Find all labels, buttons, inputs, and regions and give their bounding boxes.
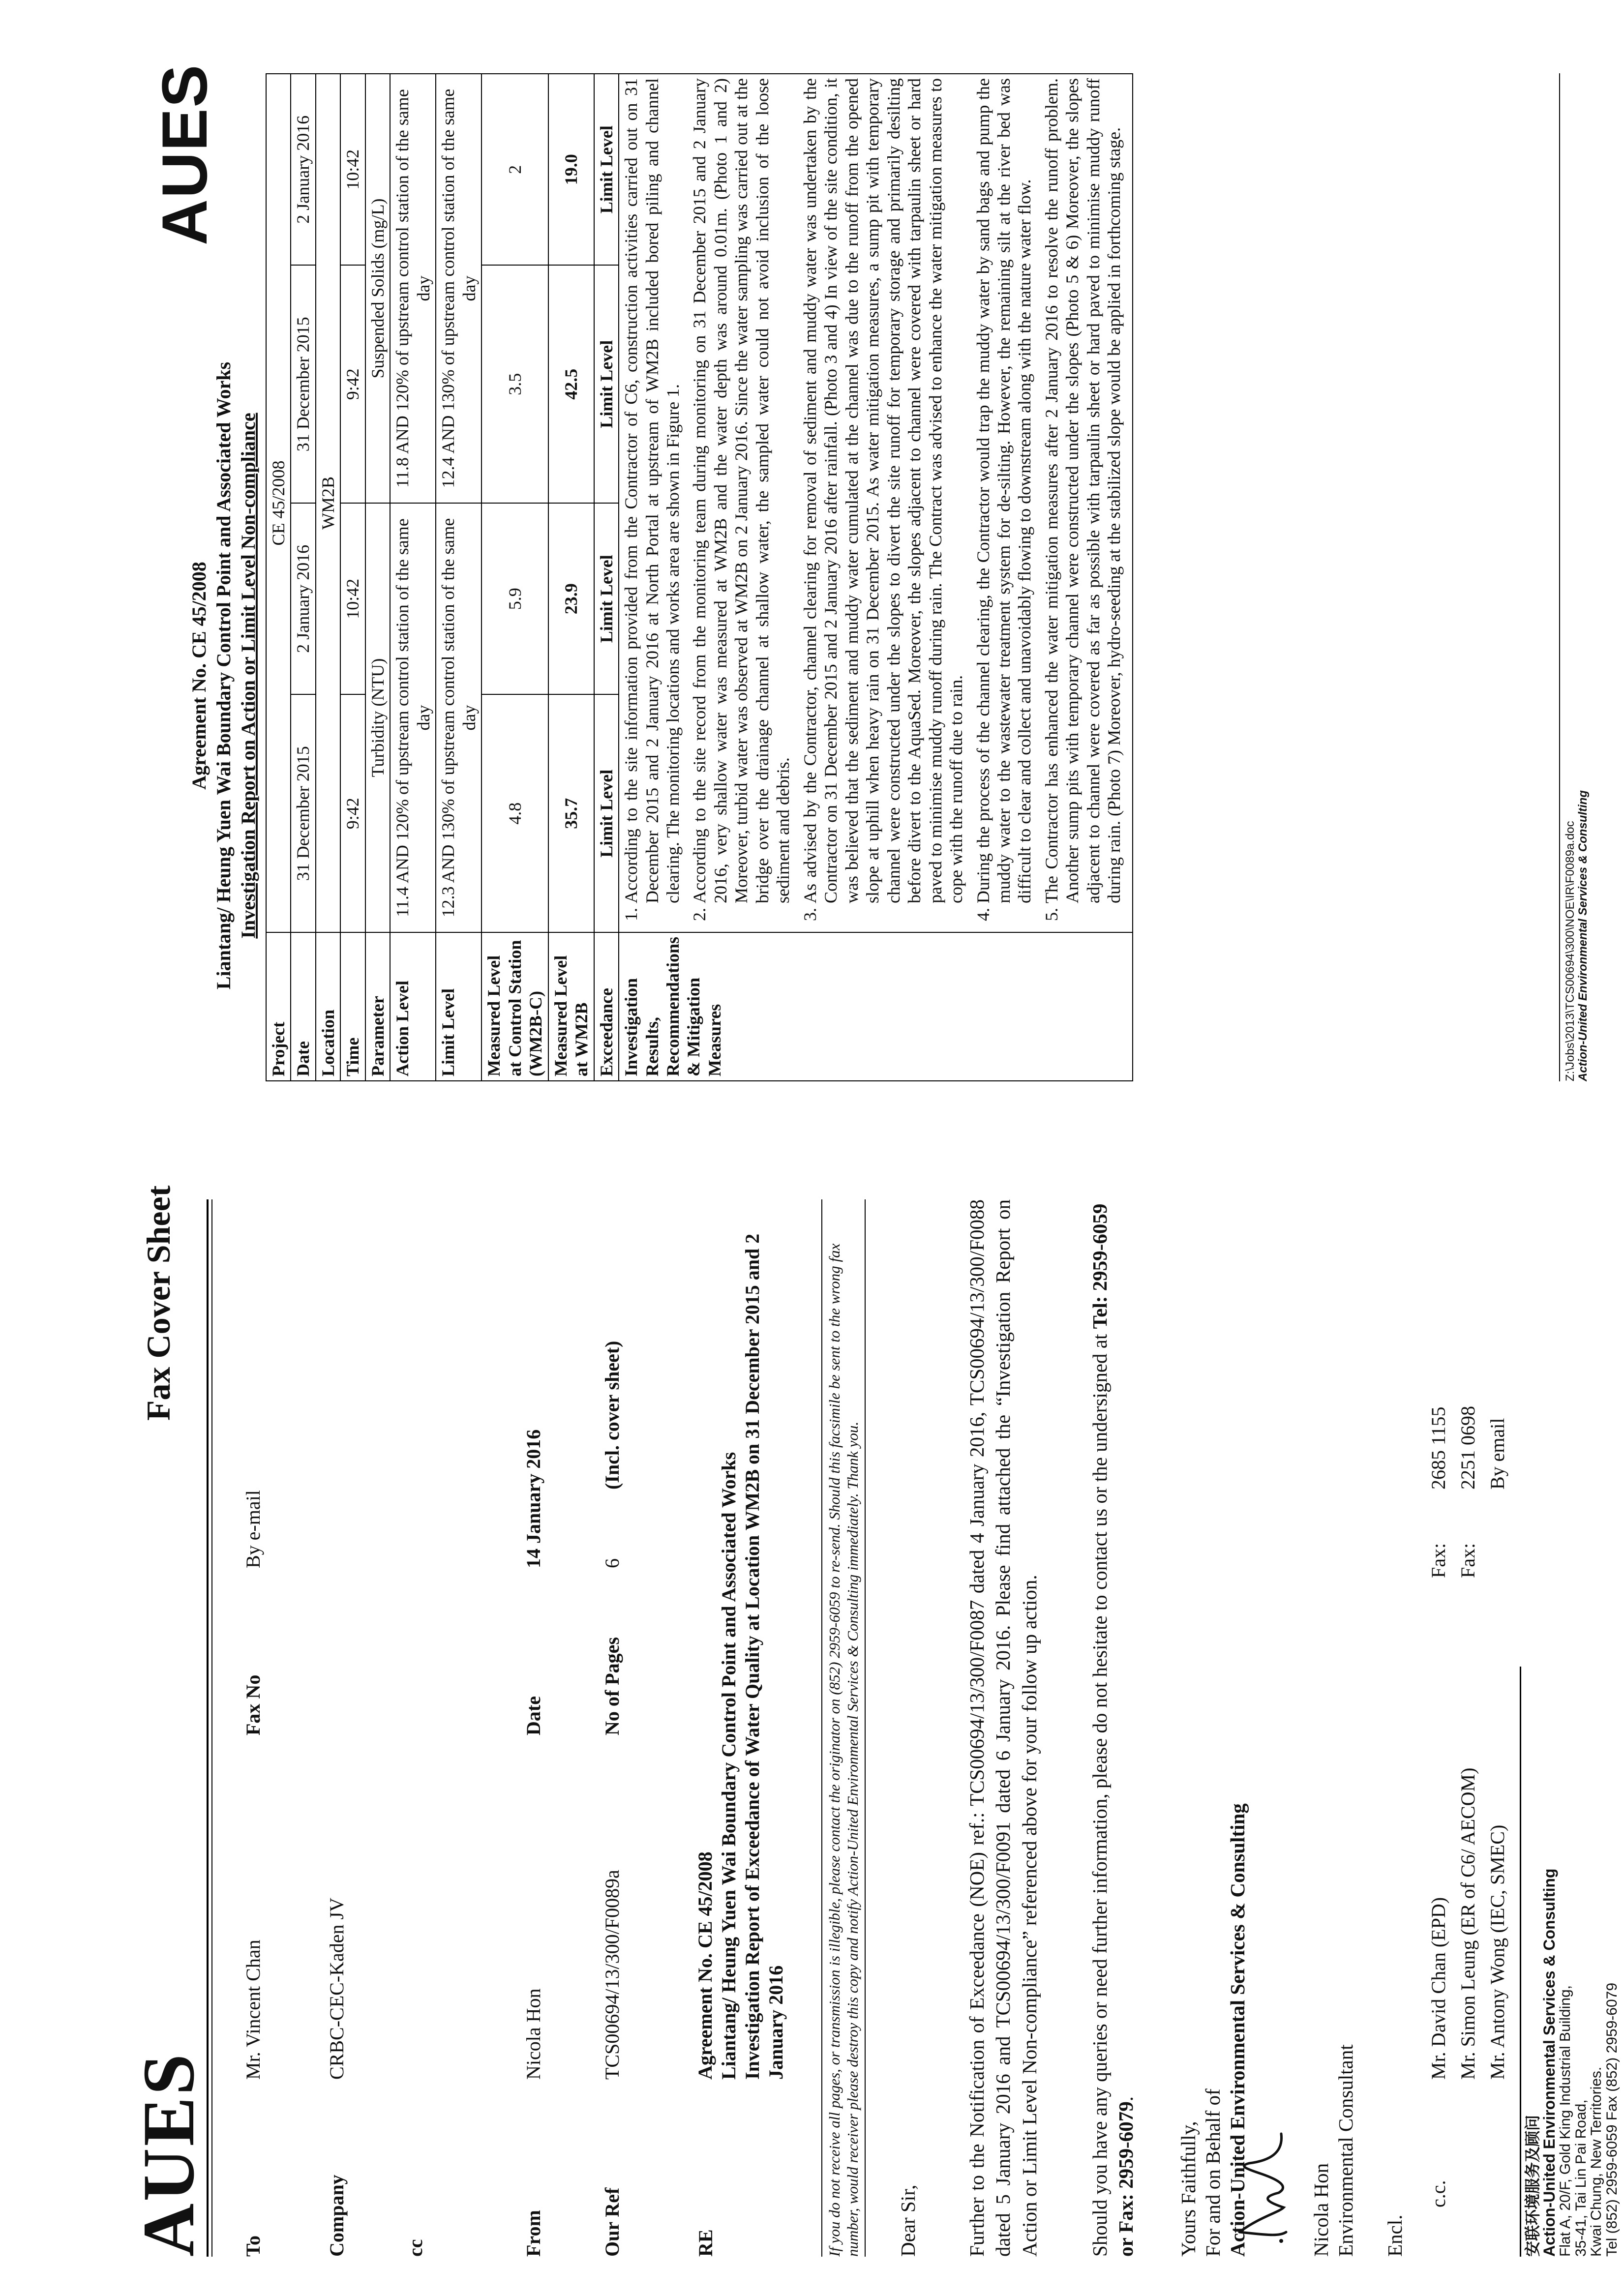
row-parameter: [365, 74, 390, 1081]
cc-label: cc: [404, 2239, 426, 2257]
transmission-notice: If you do not receive all pages, or transmission is illegible, please contact the originator on (852) 2959-6059 to re-send. Should this facsimile be sent to the wrong fax number, would receiver please destroy this copy and notify Action-United Environmental Services & Consulting immediately. Thank you.: [821, 1199, 866, 2257]
footer-address-1: Flat A, 20/F, Gold King Industrial Building,: [1557, 1985, 1574, 2257]
project-label: Project: [266, 932, 291, 1081]
finding-item: 4. During the process of the channel clearing, the Contractor would trap the muddy water by sand bags and pump the muddy water to the wastewater treatment system for de-silting. However, the remaining silt at the river bed was difficult to clear and collect and unavoidably flowing to downstream along with the nature water flow.: [973, 78, 1035, 903]
control-value: 5.9: [481, 503, 548, 694]
row-location: [316, 74, 340, 1081]
location-label: Location: [316, 932, 340, 1081]
re-line-subject: Investigation Report of Exceedance of Water Quality at Location WM2B on 31 December 2015 and 2 January 2016: [741, 1233, 787, 2080]
from-label: From: [522, 2210, 544, 2257]
pages-note: (Incl. cover sheet): [601, 1341, 623, 1490]
findings-list: [621, 78, 1125, 928]
footer-tel-fax: Tel (852) 2959-6059 Fax (852) 2959-6079: [1603, 1982, 1620, 2257]
body2-end: .: [1114, 2096, 1138, 2102]
signer-name: Nicola Hon: [1310, 2163, 1332, 2257]
row-measured-wm2b: [548, 74, 594, 1081]
limit-level-label: Limit Level: [436, 932, 481, 1081]
enclosure-label: Encl.: [1383, 2214, 1406, 2257]
limit-ss: 12.4 AND 130% of upstream control station of the same day: [436, 74, 481, 503]
param-turbidity: Turbidity (NTU): [365, 503, 390, 932]
report-agreement: Agreement No. CE 45/2008: [188, 562, 210, 790]
date-cell: 2 January 2016: [291, 503, 315, 694]
wm2b-value: 19.0: [548, 74, 594, 266]
header-rule: [207, 1199, 209, 2257]
cc-name-1: Mr. David Chan (EPD): [1427, 1897, 1449, 2080]
action-turbidity: 11.4 AND 120% of upstream control station of the same day: [390, 503, 436, 932]
cc-fax-label-2: Fax:: [1457, 1543, 1479, 1578]
cc-fax-2: 2251 0698: [1457, 1406, 1479, 1490]
row-control-station: [481, 74, 548, 1081]
investigation-report: [149, 63, 1590, 1081]
investigation-results: [619, 74, 1133, 932]
exceedance-value: Limit Level: [594, 503, 619, 694]
date-cell: 31 December 2015: [291, 694, 315, 932]
our-ref-value: TCS00694/13/300/F0089a: [601, 1870, 623, 2080]
wm2b-value: 35.7: [548, 694, 594, 932]
wm2b-value: 23.9: [548, 503, 594, 694]
location-value: WM2B: [316, 74, 340, 932]
cc-name-2: Mr. Simon Leung (ER of C6/ AECOM): [1457, 1767, 1479, 2080]
faxno-value: By e-mail: [242, 1490, 264, 1568]
finding-item: 3. As advised by the Contractor, channel clearing for removal of sediment and muddy water was undertaken by the Contractor on 31 December 2015 and 2 January 2016 after rainfall. (Photo 3 and 4) In view of the site condition, it was believed that the sediment and muddy water cumulated at the channel was due to the runoff from the opened slope at uphill when heavy rain on 31 December 2015. As water mitigation measures, a sump pit with temporary channel were constructed under the slopes to divert the site runoff for temporary storage and primarily desilting before divert to the AquaSed. Moreover, the slopes adjacent to channel were covered with tarpaulin sheet or hard paved to minimise muddy runoff during rain. The Contract was advised to enhance the water mitigation measures to cope with the runoff due to rain.: [800, 78, 967, 903]
cc-list-label: c.c.: [1427, 2180, 1449, 2207]
fax-cover-sheet: [128, 1185, 1620, 2257]
report-project-name: Liantang/ Heung Yuen Wai Boundary Control Point and Associated Works: [212, 361, 235, 990]
row-date: [291, 74, 315, 1081]
exceedance-value: Limit Level: [594, 266, 619, 504]
faxno-label: Fax No: [242, 1674, 264, 1735]
finding-item: 1. According to the site information provided from the Contractor of C6, construction activities carried out on 31 December 2015 and 2 January 2016 at North Portal at upstream of WM2B included bored piling and channel clearing. The monitoring locations and works area are shown in Figure 1.: [621, 78, 683, 903]
closing-yours: Yours Faithfully,: [1177, 2121, 1200, 2257]
row-investigation: [619, 74, 1133, 1081]
footer-company-report: Action-United Environmental Services & Consulting: [1576, 790, 1590, 1081]
body-paragraph-2: [1087, 1199, 1140, 2257]
re-line-project: Liantang/ Heung Yuen Wai Boundary Control Point and Associated Works: [718, 1452, 740, 2080]
date-cell: 2 January 2016: [291, 74, 315, 266]
control-station-label: Measured Level at Control Station (WM2B-C): [481, 932, 548, 1081]
row-time: [340, 74, 365, 1081]
our-ref-label: Our Ref: [601, 2187, 623, 2257]
pages-value: 6: [601, 1558, 623, 1568]
re-line-agreement: Agreement No. CE 45/2008: [694, 1851, 716, 2080]
date-label: Date: [291, 932, 315, 1081]
footer-chinese-name: 安联环境服务及顾问: [1524, 2115, 1541, 2257]
re-subject: [693, 1204, 788, 2080]
date-value: 14 January 2016: [522, 1429, 544, 1568]
from-value: Nicola Hon: [522, 1988, 544, 2080]
investigation-label: Investigation Results, Recommendations & Mitigation Measures: [619, 932, 1133, 1081]
wm2b-label: Measured Level at WM2B: [548, 932, 594, 1081]
report-heading: [187, 270, 261, 1081]
fax-title: Fax Cover Sheet: [140, 1185, 177, 1421]
report-footer-rule: [1559, 73, 1560, 1081]
action-ss: 11.8 AND 120% of upstream control station of the same day: [390, 74, 436, 503]
control-value: 3.5: [481, 266, 548, 504]
file-path: Z:\Jobs\2013\TCS00694\300\NOE\IR\F0089a.doc: [1564, 821, 1577, 1081]
report-footer: [1564, 790, 1590, 1081]
finding-item: 5. The Contractor has enhanced the water mitigation measures after 2 January 2016 to resolve the runoff problem. Another sump pits with temporary channel were constructed under the slopes (Photo 5 & 6) Moreover, the slopes adjacent to channel were covered as far as possible with tarpaulin sheet or hard paved to minimise muddy runoff during rain. (Photo 7) Moreover, hydro-seeding at the stabilized slope would be applied in forthcoming stage.: [1041, 78, 1125, 903]
cc-fax-3: By email: [1486, 1418, 1508, 1490]
aues-logo-report: AUES: [149, 63, 220, 245]
to-value: Mr. Vincent Chan: [242, 1939, 264, 2080]
param-suspended-solids: Suspended Solids (mg/L): [365, 74, 390, 503]
row-project: [266, 74, 291, 1081]
footer-address-2: 35-41, Tai Lin Pai Road,: [1572, 2099, 1589, 2257]
control-value: 2: [481, 74, 548, 266]
header-rule-thin: [211, 1199, 212, 2257]
control-value: 4.8: [481, 694, 548, 932]
date-label: Date: [522, 1696, 544, 1735]
time-cell: 9:42: [340, 266, 365, 504]
investigation-table: [266, 73, 1133, 1081]
wm2b-value: 42.5: [548, 266, 594, 504]
salutation: Dear Sir,: [897, 2184, 919, 2257]
parameter-label: Parameter: [365, 932, 390, 1081]
company-label: Company: [326, 2175, 348, 2257]
footer-rule: [1520, 1667, 1521, 2257]
closing-behalf: For and on Behalf of: [1202, 2088, 1224, 2257]
aues-logo: AUES: [128, 2052, 210, 2257]
pages-label: No of Pages: [601, 1637, 623, 1735]
company-footer: [1525, 1869, 1620, 2257]
signer-title: Environmental Consultant: [1334, 2044, 1357, 2257]
exceedance-value: Limit Level: [594, 694, 619, 932]
signature-image: [1230, 2119, 1293, 2247]
body-paragraph-1: Further to the Notification of Exceedance (NOE) ref.: TCS00694/13/300/F0087 dated 4 January 2016, TCS00694/13/300/F0088 dated 5 January 2016 and TCS00694/13/300/F0091 dated 6 January 2016. Please find attached the “Investigation Report on Action or Limit Level Non-compliance” referenced above for your follow up action.: [965, 1199, 1041, 2257]
date-cell: 31 December 2015: [291, 266, 315, 504]
cc-fax-1: 2685 1155: [1427, 1406, 1449, 1490]
company-value: CRBC-CEC-Kaden JV: [326, 1898, 348, 2080]
time-cell: 10:42: [340, 503, 365, 694]
cc-fax-label-1: Fax:: [1427, 1543, 1449, 1578]
action-level-label: Action Level: [390, 932, 436, 1081]
cc-name-3: Mr. Antony Wong (IEC, SMEC): [1486, 1824, 1508, 2080]
row-exceedance: [594, 74, 619, 1081]
project-value: CE 45/2008: [266, 74, 291, 932]
footer-company: Action-United Environmental Services & Consulting: [1540, 1868, 1558, 2257]
row-limit-level: [436, 74, 481, 1081]
exceedance-value: Limit Level: [594, 74, 619, 266]
contact-numbers: Tel: 2959-6059 or Fax: 2959-6079: [1088, 1203, 1138, 2257]
time-cell: 10:42: [340, 74, 365, 266]
exceedance-label: Exceedance: [594, 932, 619, 1081]
row-action-level: [390, 74, 436, 1081]
finding-item: 2. According to the site record from the monitoring team during monitoring on 31 December 2015 and 2 January 2016, very shallow water was measured at WM2B and the water depth was around 0.01m. (Photo 1 and 2) Moreover, turbid water was observed at WM2B on 2 January 2016. Since the water sampling was carried out at the bridge over the drainage channel at shallow water, the sampled water could not avoid inclusion of the loose sediment and debris.: [689, 78, 793, 903]
time-cell: 9:42: [340, 694, 365, 932]
re-label: RE: [694, 2229, 717, 2257]
closing-company: Action-United Environmental Services & Consulting: [1226, 1803, 1249, 2257]
time-label: Time: [340, 932, 365, 1081]
footer-address-3: Kwai Chung, New Territories.: [1588, 2066, 1605, 2257]
to-label: To: [242, 2235, 264, 2257]
body2-text: Should you have any queries or need further information, please do not hesitate to contact us or the undersigned at: [1088, 1329, 1111, 2257]
report-title: Investigation Report on Action or Limit Level Non-compliance: [237, 413, 259, 939]
limit-turbidity: 12.3 AND 130% of upstream control station of the same day: [436, 503, 481, 932]
